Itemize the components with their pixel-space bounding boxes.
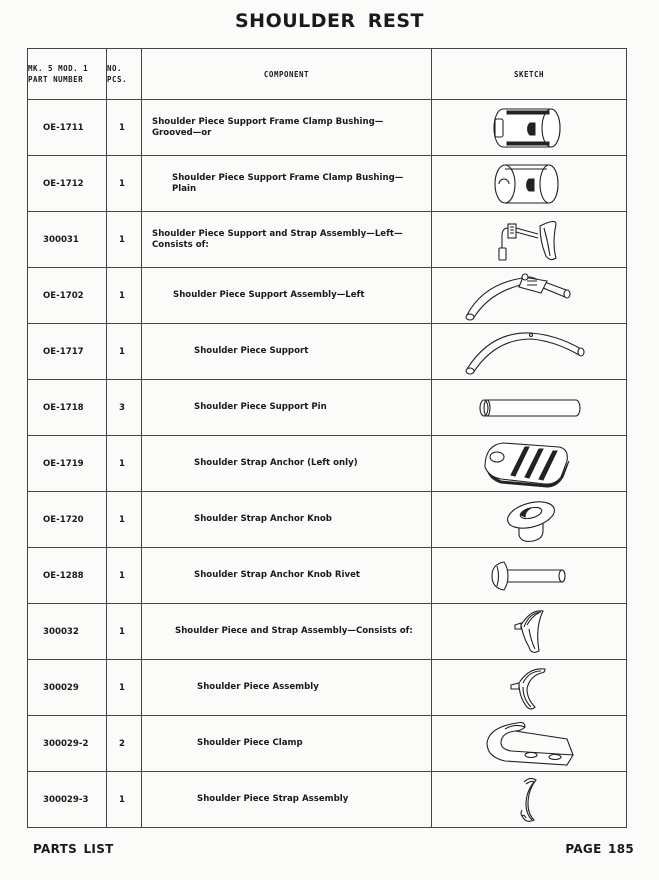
strap-sketch (514, 774, 544, 826)
quantity: 1 (107, 100, 142, 156)
clamp-sketch (481, 719, 577, 769)
component-header: COMPONENT (142, 49, 432, 100)
component-name: Shoulder Piece and Strap Assembly—Consists of: (142, 604, 432, 660)
quantity: 2 (107, 716, 142, 772)
part-number-header-line2: PART NUMBER (28, 75, 84, 84)
part-number: 300029-3 (28, 772, 107, 828)
part-number-header (28, 49, 107, 100)
sketch-cell (432, 772, 627, 828)
page-number: PAGE 185 (565, 842, 634, 856)
quantity: 1 (107, 604, 142, 660)
part-number-header-line1: MK. 5 MOD. 1 (28, 64, 89, 73)
sketch-cell (432, 436, 627, 492)
component-name: Shoulder Piece Support Assembly—Left (142, 268, 432, 324)
quantity: 3 (107, 380, 142, 436)
table-row (28, 324, 627, 380)
strap-anchor-sketch (481, 439, 577, 489)
quantity: 1 (107, 268, 142, 324)
table-row (28, 212, 627, 268)
component-name: Shoulder Piece Strap Assembly (142, 772, 432, 828)
part-number: OE-1720 (28, 492, 107, 548)
parts-list-table (27, 48, 627, 828)
plain-bushing-sketch (489, 161, 569, 207)
sketch-cell (432, 212, 627, 268)
component-name: Shoulder Piece Assembly (142, 660, 432, 716)
quantity-header (107, 49, 142, 100)
table-header-row (28, 49, 627, 100)
sketch-cell (432, 100, 627, 156)
curved-support-sketch (461, 327, 597, 377)
quantity-header-line1: NO. (107, 64, 123, 73)
sketch-cell (432, 380, 627, 436)
quantity-header-line2: PCS. (107, 75, 128, 84)
table-row (28, 436, 627, 492)
quantity: 1 (107, 548, 142, 604)
sketch-cell (432, 156, 627, 212)
sketch-cell (432, 716, 627, 772)
anchor-knob-sketch (499, 495, 559, 545)
quantity: 1 (107, 324, 142, 380)
part-number: 300029-2 (28, 716, 107, 772)
quantity: 1 (107, 212, 142, 268)
sketch-cell (432, 492, 627, 548)
quantity: 1 (107, 156, 142, 212)
footer-section-label: PARTS LIST (33, 842, 114, 856)
sketch-cell (432, 660, 627, 716)
part-number: OE-1717 (28, 324, 107, 380)
component-name: Shoulder Piece Support Frame Clamp Bushing—Grooved—or (142, 100, 432, 156)
part-number: 300031 (28, 212, 107, 268)
sketch-cell (432, 604, 627, 660)
table-row (28, 492, 627, 548)
part-number: OE-1702 (28, 268, 107, 324)
table-row (28, 380, 627, 436)
part-number: 300032 (28, 604, 107, 660)
sketch-header: SKETCH (432, 49, 627, 100)
part-number: OE-1718 (28, 380, 107, 436)
page-title: SHOULDER REST (234, 10, 425, 32)
table-row (28, 548, 627, 604)
component-name: Shoulder Strap Anchor (Left only) (142, 436, 432, 492)
grooved-bushing-sketch (489, 105, 569, 151)
sketch-cell (432, 548, 627, 604)
rivet-sketch (488, 558, 570, 594)
shoulder-piece-assembly-sketch (507, 663, 551, 713)
part-number: OE-1711 (28, 100, 107, 156)
shoulder-strap-assembly-sketch (509, 607, 549, 657)
component-name: Shoulder Piece Support (142, 324, 432, 380)
component-name: Shoulder Piece Clamp (142, 716, 432, 772)
quantity: 1 (107, 492, 142, 548)
quantity: 1 (107, 772, 142, 828)
part-number: OE-1288 (28, 548, 107, 604)
table-row (28, 156, 627, 212)
table-row (28, 716, 627, 772)
pin-sketch (474, 396, 584, 420)
component-name: Shoulder Strap Anchor Knob Rivet (142, 548, 432, 604)
part-number: OE-1719 (28, 436, 107, 492)
component-name: Shoulder Piece Support Pin (142, 380, 432, 436)
table-row (28, 604, 627, 660)
component-name: Shoulder Piece Support Frame Clamp Bushing—Plain (142, 156, 432, 212)
table-row (28, 772, 627, 828)
quantity: 1 (107, 660, 142, 716)
sketch-cell (432, 268, 627, 324)
support-assembly-sketch (461, 271, 597, 321)
table-row (28, 100, 627, 156)
table-row (28, 268, 627, 324)
part-number: 300029 (28, 660, 107, 716)
component-name: Shoulder Piece Support and Strap Assembly—Left—Consists of: (142, 212, 432, 268)
support-strap-assembly-sketch (494, 216, 564, 264)
sketch-cell (432, 324, 627, 380)
quantity: 1 (107, 436, 142, 492)
table-row (28, 660, 627, 716)
part-number: OE-1712 (28, 156, 107, 212)
component-name: Shoulder Strap Anchor Knob (142, 492, 432, 548)
